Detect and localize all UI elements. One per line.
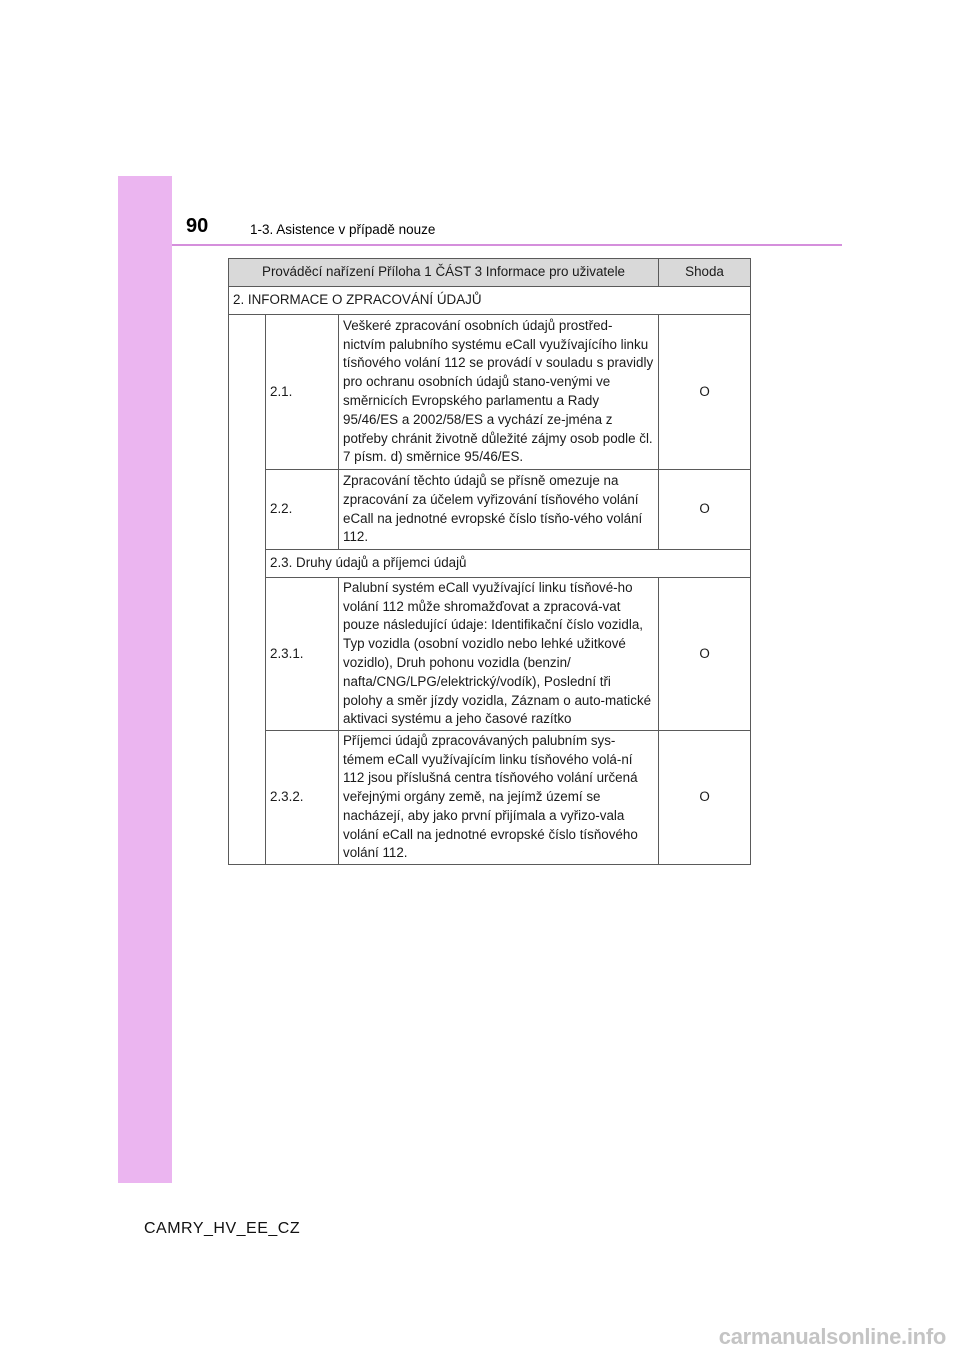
section-title: 1-3. Asistence v případě nouze — [250, 222, 436, 237]
row-text: Příjemci údajů zpracovávaných palubním sys-témem eCall využívajícím linku tísňového volá-ní 112 jsou příslušná centra tísňového volání určená veřejnými orgány země, na jejímž území se nacházejí, aby jako první přijímala a vyřizo-vala volání eCall na jednotné evropské číslo tísňového volání 112. — [339, 731, 659, 865]
table-header-row — [229, 259, 751, 287]
section-heading: 2. INFORMACE O ZPRACOVÁNÍ ÚDAJŮ — [229, 287, 751, 315]
compliance-column-header: Shoda — [659, 259, 751, 287]
row-number: 2.1. — [266, 315, 339, 470]
header-divider — [172, 244, 842, 246]
row-text: Palubní systém eCall využívající linku tísňové-ho volání 112 může shromažďovat a zpracová-vat pouze následující údaje: Identifikační číslo vozidla, Typ vozidla (osobní vozidlo nebo lehké užitkové vozidlo), Druh pohonu vozidla (benzin/ nafta/CNG/LPG/elektrický/vodík), Poslední tři polohy a směr jízdy vozidla, Záznam o auto-matické aktivaci systému a jeho časové razítko — [339, 578, 659, 731]
row-text: Zpracování těchto údajů se přísně omezuje na zpracování za účelem vyřizování tísňového volání eCall na jednotné evropské číslo tísňo-vého volání 112. — [339, 470, 659, 550]
section-heading-row — [229, 287, 751, 315]
page-number: 90 — [186, 215, 209, 237]
row-number: 2.3.1. — [266, 578, 339, 731]
row-compliance: O — [659, 315, 751, 470]
table-row — [229, 731, 751, 865]
indent-cell — [229, 315, 266, 865]
table-row — [229, 470, 751, 550]
regulation-column-header: Prováděcí nařízení Příloha 1 ČÁST 3 Informace pro uživatele — [229, 259, 659, 287]
subsection-heading-row — [229, 550, 751, 578]
row-number: 2.3.2. — [266, 731, 339, 865]
ecall-information-table — [228, 258, 751, 865]
row-compliance: O — [659, 470, 751, 550]
site-watermark: carmanualsonline.info — [718, 1324, 946, 1349]
row-number: 2.2. — [266, 470, 339, 550]
row-text: Veškeré zpracování osobních údajů prostřed-nictvím palubního systému eCall využívajícího linku tísňového volání 112 se provádí v souladu s pravidly pro ochranu osobních údajů stano-venými ve směrnicích Evropského parlamentu a Rady 95/46/ES a 2002/58/ES a vychází ze-jména z potřeby chránit životně důležité zájmy osob podle čl. 7 písm. d) směrnice 95/46/ES. — [339, 315, 659, 470]
table-row — [229, 578, 751, 731]
chapter-sidebar-tab — [118, 176, 172, 1183]
document-code: CAMRY_HV_EE_CZ — [144, 1220, 301, 1237]
table-row — [229, 315, 751, 470]
subsection-heading: 2.3. Druhy údajů a příjemci údajů — [266, 550, 751, 578]
row-compliance: O — [659, 578, 751, 731]
row-compliance: O — [659, 731, 751, 865]
